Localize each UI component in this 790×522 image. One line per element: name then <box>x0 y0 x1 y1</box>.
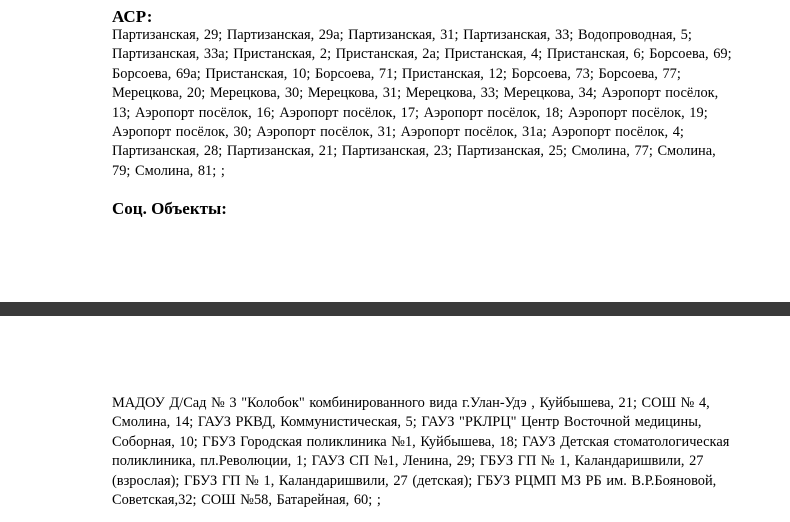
social-objects-heading: Соц. Объекты: <box>112 199 227 218</box>
asr-address-list: Партизанская, 29; Партизанская, 29а; Партизанская, 31; Партизанская, 33; Водопроводная, 5; Партизанская, 33а; Пристанская, 2; Пристанская, 2а; Пристанская, 4; Пристанская, 6; Борсоева, 69; Борсоева, 69а; Пристанская, 10; Борсоева, 71; Пристанская, 12; Борсоева, 73; Борсоева, 77; Мерецкова, 20; Мерецкова, 30; Мерецкова, 31; Мерецкова, 33; Мерецкова, 34; Аэропорт посёлок, 13; Аэропорт посёлок, 16; Аэропорт посёлок, 17; Аэропорт посёлок, 18; Аэропорт посёлок, 19; Аэропорт посёлок, 30; Аэропорт посёлок, 31; Аэропорт посёлок, 31а; Аэропорт посёлок, 4; Партизанская, 28; Партизанская, 21; Партизанская, 23; Партизанская, 25; Смолина, 77; Смолина, 79; Смолина, 81; ; <box>112 27 732 179</box>
social-objects-list: МАДОУ Д/Сад № 3 "Колобок" комбинированного вида г.Улан-Удэ , Куйбышева, 21; СОШ № 4, Смолина, 14; ГАУЗ РКВД, Коммунистическая, 5; ГАУЗ "РКЛРЦ" Центр Восточной медицины, Соборная, 10; ГБУЗ Городская поликлиника №1, Куйбышева, 18; ГАУЗ Детская стоматологическая поликлиника, пл.Революции, 1; ГАУЗ СП №1, Ленина, 29; ГБУЗ ГП № 1, Каландаришвили, 27 (взрослая); ГБУЗ ГП № 1, Каландаришвили, 27 (детская); ГБУЗ РЦМП МЗ РБ им. В.Р.Бояновой, Советская,32; СОШ №58, Батарейная, 60; ; <box>112 395 730 509</box>
document-page-bottom <box>0 316 790 522</box>
page-separator <box>0 302 790 316</box>
asr-heading: АСР: <box>112 7 153 26</box>
